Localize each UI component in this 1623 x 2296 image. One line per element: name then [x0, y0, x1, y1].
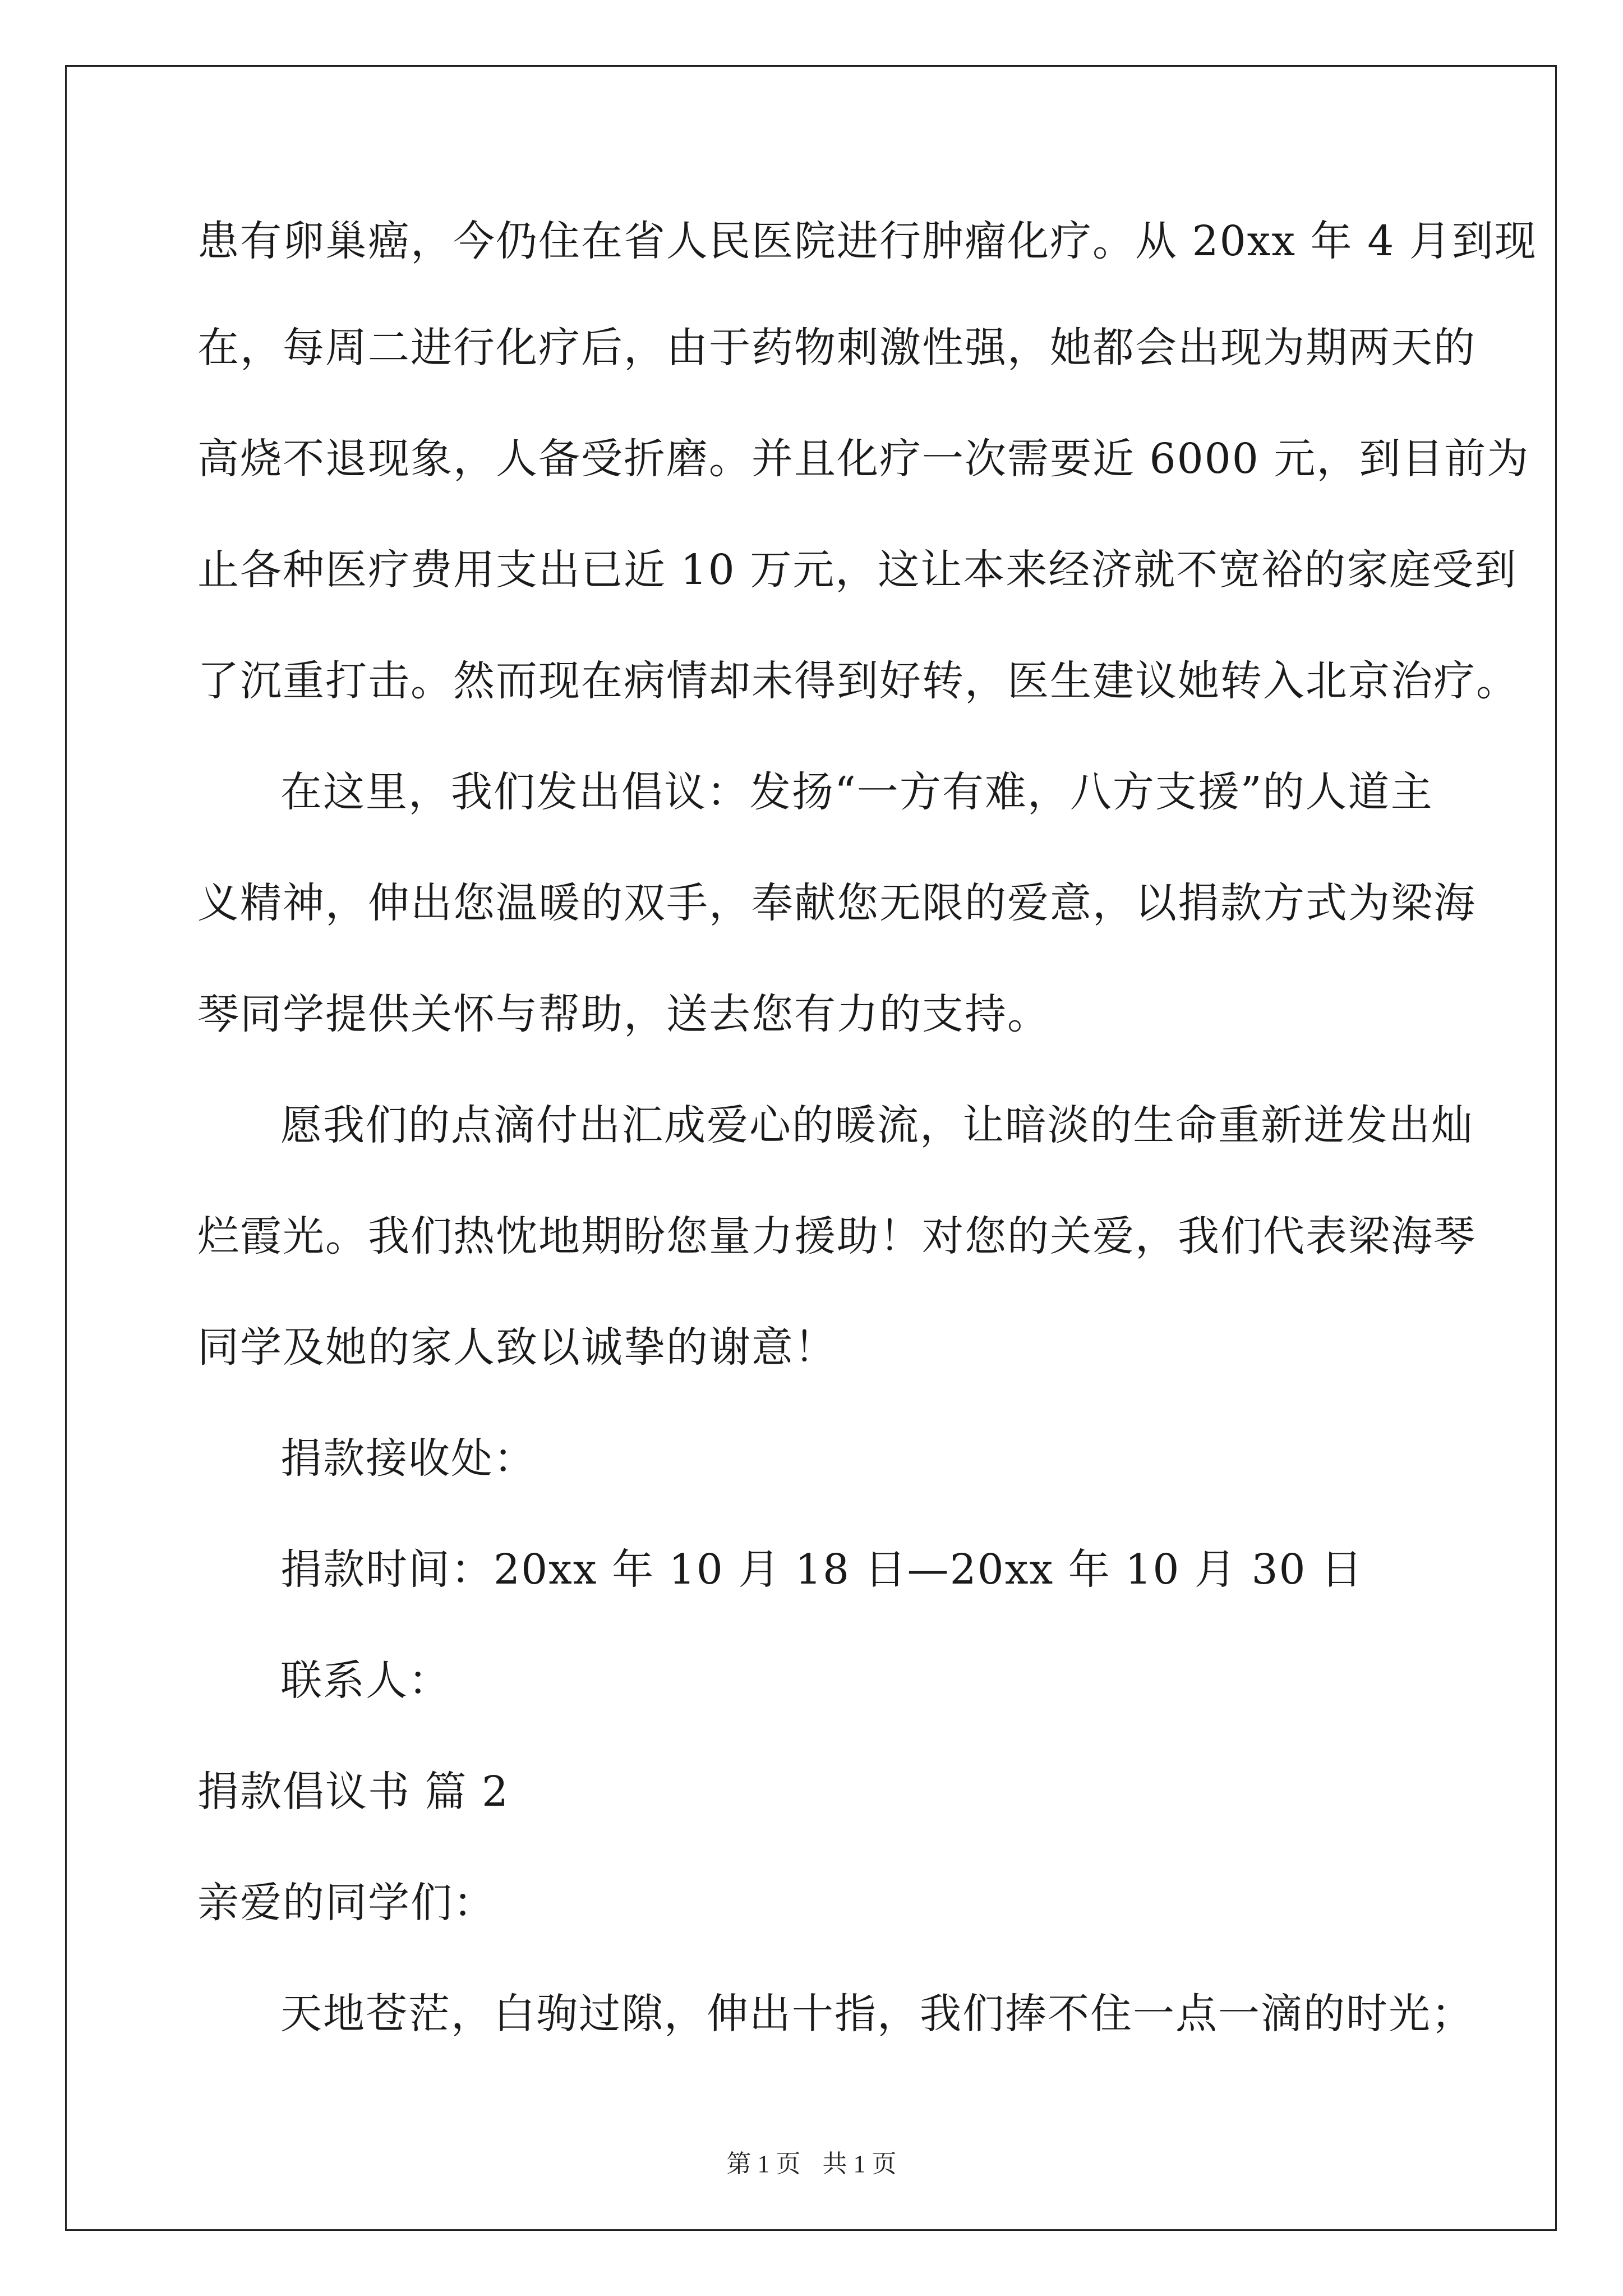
paragraph-line: 烂霞光。我们热忱地期盼您量力援助！对您的关爱，我们代表梁海琴: [197, 1212, 1476, 1260]
paragraph-line: 了沉重打击。然而现在病情却未得到好转，医生建议她转入北京治疗。: [197, 657, 1519, 705]
page-number-current: 第 1 页: [726, 2150, 801, 2178]
paragraph-line: 患有卵巢癌，今仍住在省人民医院进行肿瘤化疗。从 20xx 年 4 月到现: [197, 217, 1537, 265]
paragraph-line: 在这里，我们发出倡议：发扬“一方有难，八方支援”的人道主: [280, 768, 1433, 816]
page-number-total: 共 1 页: [822, 2150, 897, 2178]
paragraph-line: 同学及她的家人致以诚挚的谢意！: [197, 1323, 837, 1372]
paragraph-line: 琴同学提供关怀与帮助，送去您有力的支持。: [197, 990, 1050, 1038]
paragraph-line: 在，每周二进行化疗后，由于药物刺激性强，她都会出现为期两天的: [197, 324, 1476, 372]
document-body: [197, 213, 1537, 2097]
donation-period: 捐款时间：20xx 年 10 月 18 日—20xx 年 10 月 30 日: [280, 1545, 1364, 1594]
section-heading: 捐款倡议书 篇 2: [197, 1768, 510, 1816]
page-footer: [0, 2147, 1623, 2181]
salutation: 亲爱的同学们：: [197, 1879, 496, 1927]
contact-person-label: 联系人：: [280, 1657, 451, 1705]
donation-office-label: 捐款接收处：: [280, 1434, 536, 1483]
paragraph-line: 止各种医疗费用支出已近 10 万元，这让本来经济就不宽裕的家庭受到: [197, 546, 1518, 594]
paragraph-line: 高烧不退现象，人备受折磨。并且化疗一次需要近 6000 元，到目前为: [197, 435, 1530, 483]
paragraph-line: 愿我们的点滴付出汇成爱心的暖流，让暗淡的生命重新迸发出灿: [280, 1101, 1474, 1149]
paragraph-line: 天地苍茫，白驹过隙，伸出十指，我们捧不住一点一滴的时光；: [280, 1990, 1474, 2038]
paragraph-line: 义精神，伸出您温暖的双手，奉献您无限的爱意，以捐款方式为梁海: [197, 879, 1476, 927]
